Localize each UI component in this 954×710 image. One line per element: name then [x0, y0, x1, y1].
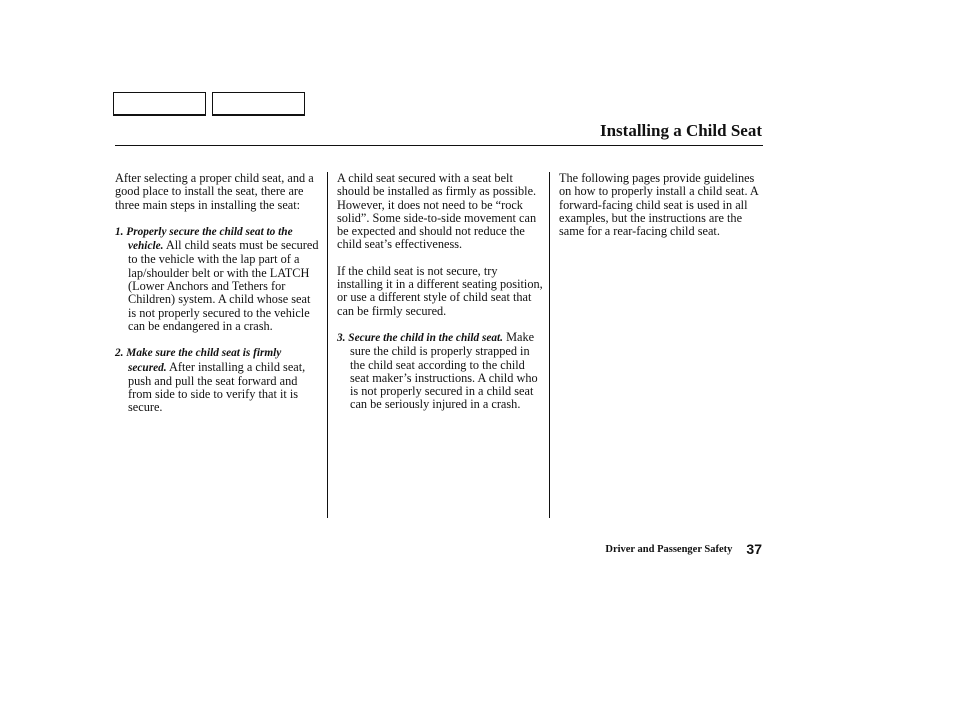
step-1	[115, 225, 320, 333]
step-3-body: Make sure the child is properly strapped in the child seat according to the child seat maker’s instructions. A child who is not properly secured in a child seat can be seriously injured in a crash.	[350, 329, 538, 412]
step-3-heading: 3. Secure the child in the child seat.	[337, 331, 504, 344]
not-secure-paragraph: If the child seat is not secure, try installing it in a different seating position, or use a different style of child seat that can be firmly secured.	[337, 263, 543, 318]
page-title: Installing a Child Seat	[599, 121, 762, 140]
column-divider-2	[549, 172, 550, 518]
text-column-1	[115, 172, 320, 428]
guidelines-paragraph: The following pages provide guidelines on how to properly install a child seat. A forward-facing child seat is used in all examples, but the instructions are the same for a rear-facing child seat.	[559, 171, 759, 239]
step-2	[115, 346, 320, 414]
footer-section-label: Driver and Passenger Safety	[605, 543, 733, 555]
nav-tab-button-2[interactable]	[212, 92, 305, 116]
text-column-2	[337, 172, 543, 425]
step-1-body: All child seats must be secured to the vehicle with the lap part of a lap/shoulder belt or with the LATCH (Lower Anchors and Tethers for Children) system. A child whose seat is not properly secured to the vehicle can be endangered in a crash.	[128, 238, 319, 333]
text-column-3	[559, 172, 763, 251]
step-2-heading: 2. Make sure the child seat is firmly secured.	[115, 347, 282, 374]
step-1-heading: 1. Properly secure the child seat to the vehicle.	[115, 225, 293, 253]
step-2-body: After installing a child seat, push and pull the seat forward and from side to side to verify that it is secure.	[128, 359, 306, 415]
step-3	[337, 331, 543, 412]
seat-belt-paragraph: A child seat secured with a seat belt should be installed as firmly as possible. However, it does not need to be “rock solid”. Some side-to-side movement can be expected and should not reduce the child seat’s effectiveness.	[337, 171, 537, 252]
column-divider-1	[327, 172, 328, 518]
title-rule	[115, 145, 763, 146]
page-footer	[605, 540, 762, 558]
page-number: 37	[746, 541, 762, 558]
intro-paragraph: After selecting a proper child seat, and a good place to install the seat, there are three main steps in installing the seat:	[115, 171, 314, 212]
nav-tab-button-1[interactable]	[113, 92, 206, 116]
